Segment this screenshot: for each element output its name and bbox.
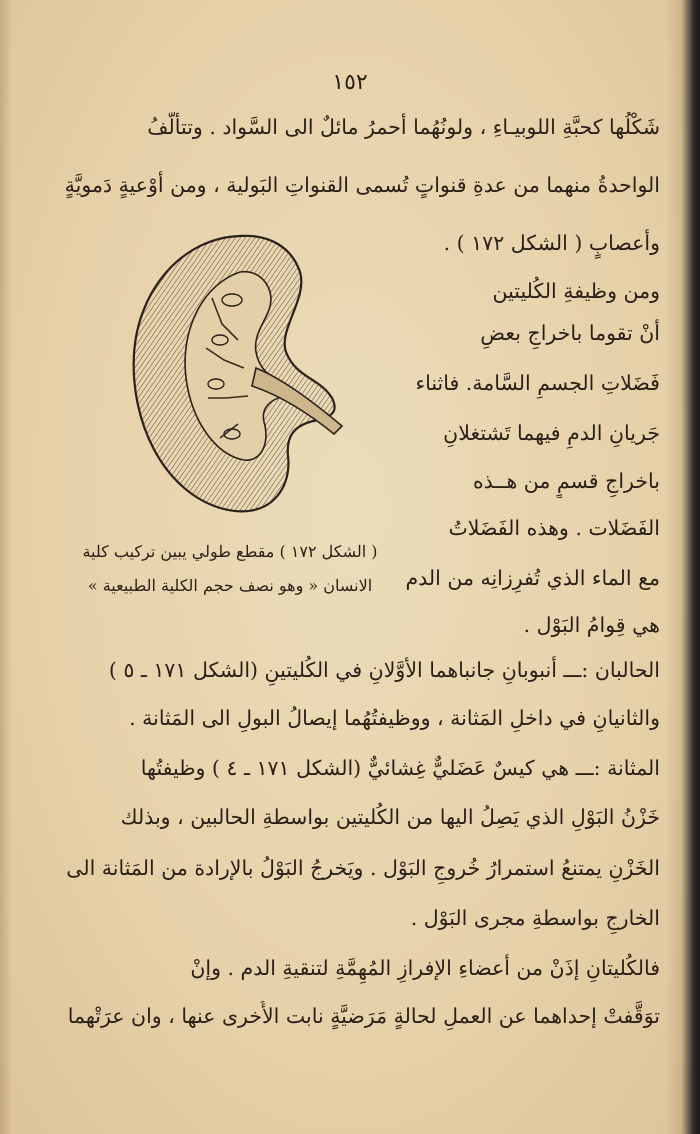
- text-line-6: فَضَلاتِ الجسمِ السَّامة. فاثناء: [415, 371, 660, 395]
- figure-caption-line-1: ( الشكل ١٧٢ ) مقطع طولي يبين تركيب كلية: [82, 542, 378, 561]
- text-line-2: الواحدةُ منهما من عدةِ قنواتٍ تُسمى القنواتِ البَولية ، ومن أوْعيةٍ دَمويَّةٍ: [64, 173, 660, 197]
- text-line-11: هي قِوامُ البَوْل .: [523, 613, 660, 637]
- text-line-3: وأعصابٍ ( الشكل ١٧٢ ) .: [443, 231, 660, 255]
- text-line-12: الحالبان :ـــ أنبوبانِ جانباهما الأوَّلانِ في الكُليتينِ (الشكل ١٧١ ـ ٥ ): [108, 658, 660, 682]
- text-line-18: فالكُليتانِ إذَنْ من أعضاءِ الإفرازِ المُهِمَّةِ لتنقيةِ الدم . وإنْ: [190, 956, 660, 980]
- book-spine-shadow: [666, 0, 700, 1134]
- text-line-1: شَكْلُها كحبَّةِ اللوبيـاءِ ، ولونُهُما أحمرُ مائلٌ الى السَّواد . وتتألَّفُ: [147, 115, 660, 139]
- text-line-19: توَقَّفتْ إحداهما عن العملِ لحالةٍ مَرَضيَّةٍ نابت الأُخرى عنها ، وان عرَتْهما: [67, 1004, 660, 1028]
- text-line-16: الخَزْنِ يمتنعُ استمرارُ خُروجِ البَوْل . ويَخرجُ البَوْلُ بالإرادة من المَثانة الى: [66, 856, 660, 880]
- text-line-5: أنْ تقوما باخراجِ بعضِ: [480, 321, 660, 345]
- text-line-14: المثانة :ـــ هي كيسٌ عَضَليٌّ غِشائيٌّ (الشكل ١٧١ ـ ٤ ) وظيفتُها: [140, 756, 660, 780]
- text-line-9: الفَضَلات . وهذه الفَضَلاتُ: [448, 516, 660, 540]
- text-line-13: والثانيانِ في داخلِ المَثانة ، ووظيفتُهُما إيصالُ البولِ الى المَثانة .: [129, 706, 660, 730]
- page-number: ١٥٢: [332, 70, 368, 95]
- text-line-7: جَريانِ الدمِ فيهما تَشتغلانِ: [443, 421, 660, 445]
- page-left-edge: [0, 0, 12, 1134]
- text-line-17: الخارجِ بواسطةِ مجرى البَوْل .: [410, 906, 660, 930]
- kidney-illustration: [120, 228, 360, 518]
- figure-caption-line-2: الانسان « وهو نصف حجم الكلية الطبيعية »: [87, 576, 373, 595]
- text-line-15: خَزْنُ البَوْلِ الذي يَصِلُ اليها من الكُليتين بواسطةِ الحالبين ، وبذلك: [120, 805, 660, 829]
- text-line-8: باخراجِ قسمٍ من هــذه: [472, 469, 660, 493]
- text-line-4: ومن وظيفةِ الكُليتين: [492, 279, 660, 303]
- text-line-10: مع الماء الذي تُفرِزانِه من الدم: [405, 566, 660, 590]
